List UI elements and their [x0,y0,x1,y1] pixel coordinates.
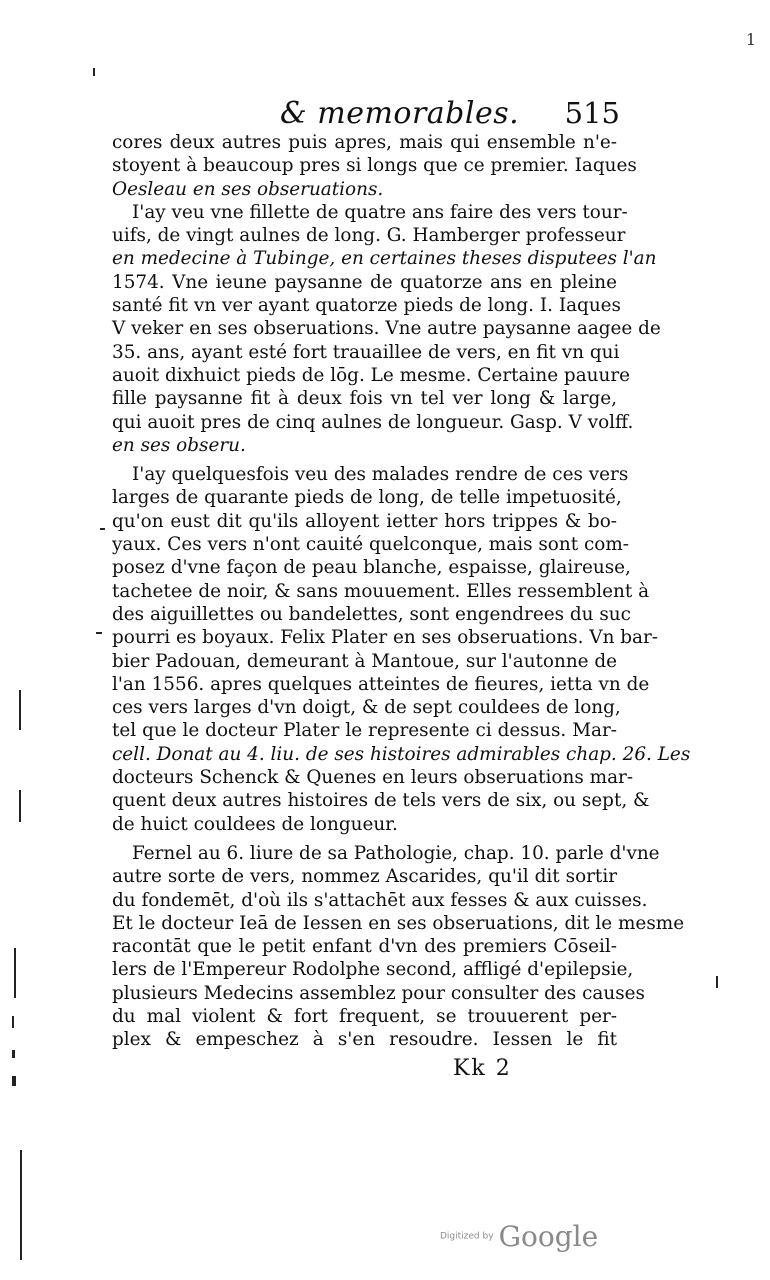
text-line: de huict couldees de longueur. [112,813,398,835]
text-line: auoit dixhuict pieds de lōg. Le mesme. Certaine pauure [112,364,631,386]
text-line: qu'on eust dit qu'ils alloyent ietter hors trippes & bo- [112,510,617,532]
running-title: & memorables. [280,96,520,131]
corner-mark: 1 [745,30,756,49]
text-line: cell. Donat au 4. liu. de ses histoires admirables chap. 26. Les [112,743,691,765]
body-text [112,131,691,1052]
text-line: V veker en ses obseruations. Vne autre paysanne aagee de [112,318,661,340]
text-line: I'ay veu vne fillette de quatre ans faire des vers tour- [132,201,628,223]
text-line: autre sorte de vers, nommez Ascarides, qu'il dit sortir [112,866,617,888]
text-line: docteurs Schenck & Quenes en leurs obseruations mar- [112,767,634,789]
text-line: en ses obseru. [112,434,246,456]
gutter-mark [12,1076,16,1086]
gutter-mark [100,528,105,530]
text-line: plex & empeschez à s'en resoudre. Iessen le fit [112,1029,617,1051]
text-line: en medecine à Tubinge, en certaines theses disputees l'an [112,248,657,270]
text-line: uifs, de vingt aulnes de long. G. Hamberger professeur [112,225,626,247]
text-line: racontāt que le petit enfant d'vn des premiers Cōseil- [112,936,617,958]
text-line: I'ay quelquesfois veu des malades rendre de ces vers [132,464,629,486]
text-line: bier Padouan, demeurant à Mantoue, sur l'autonne de [112,650,618,672]
gutter-mark [12,1050,15,1058]
text-line: santé fit vn ver ayant quatorze pieds de long. I. Iaques [112,295,621,317]
page-header [280,96,620,136]
text-line: 1574. Vne ieune paysanne de quatorze ans en pleine [112,271,617,293]
text-line: des aiguillettes ou bandelettes, sont engendrees du suc [112,603,631,625]
signature-mark: Kk 2 [453,1056,512,1081]
text-line: du fondemēt, d'où ils s'attachēt aux fesses & aux cuisses. [112,889,648,911]
text-line: posez d'vne façon de peau blanche, espaisse, glaireuse, [112,557,631,579]
text-line: yaux. Ces vers n'ont cauité quelconque, mais sont com- [112,534,629,556]
text-line: qui auoit pres de cinq aulnes de longueur. Gasp. V volff. [112,411,634,433]
text-line: Et le docteur Ieā de Iessen en ses obseruations, dit le mesme [112,912,685,934]
text-line: Fernel au 6. liure de sa Pathologie, chap. 10. parle d'vne [132,842,660,864]
text-line: quent deux autres histoires de tels vers de six, ou sept, & [112,790,650,812]
text-line: l'an 1556. apres quelques atteintes de fieures, ietta vn de [112,673,650,695]
watermark-prefix: Digitized by [440,1231,494,1242]
text-line: larges de quarante pieds de long, de telle impetuosité, [112,487,622,509]
text-line: du mal violent & fort frequent, se trouuerent per- [112,1005,617,1027]
text-line: pourri es boyaux. Felix Plater en ses obseruations. Vn bar- [112,627,658,649]
google-logo: Google [498,1220,599,1253]
gutter-mark [20,1150,22,1260]
gutter-mark [19,690,21,730]
text-line: tachetee de noir, & sans mouuement. Elles ressemblent à [112,580,650,602]
digitized-watermark [440,1220,598,1253]
text-line: cores deux autres puis apres, mais qui ensemble n'e- [112,132,617,153]
text-line: stoyent à beaucoup pres si longs que ce premier. Iaques [112,155,637,177]
text-line: plusieurs Medecins assemblez pour consulter des causes [112,982,645,1004]
text-line: lers de l'Empereur Rodolphe second, affligé d'epilepsie, [112,959,634,981]
gutter-mark [93,68,95,76]
gutter-mark [14,948,16,998]
gutter-mark [96,632,102,634]
gutter-mark [716,976,718,988]
gutter-mark [19,790,21,822]
page-number: 515 [564,96,620,130]
text-line: fille paysanne fit à deux fois vn tel ver long & large, [112,388,617,410]
text-line: tel que le docteur Plater le represente ci dessus. Mar- [112,720,617,742]
gutter-mark [12,1016,14,1028]
text-line: ces vers larges d'vn doigt, & de sept couldees de long, [112,697,621,719]
text-line: Oesleau en ses obseruations. [112,178,384,200]
text-line: 35. ans, ayant esté fort trauaillee de vers, en fit vn qui [112,341,620,363]
